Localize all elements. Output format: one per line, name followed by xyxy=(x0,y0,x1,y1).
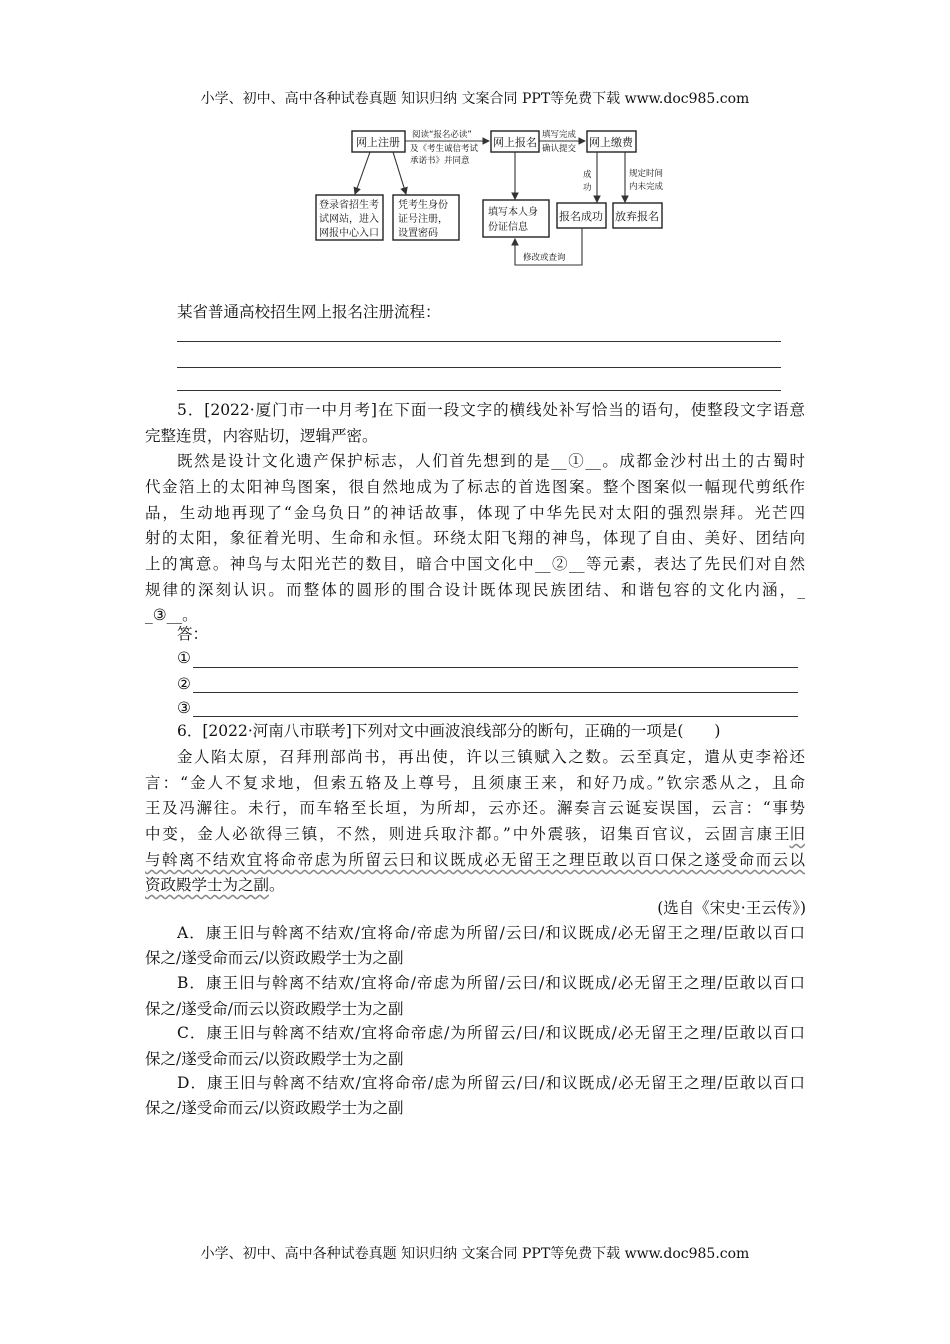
edge-label: 承诺书》并同意 xyxy=(410,156,470,166)
wavy-underlined-text: 与斡离不结欢宜将命帝虑为所留云曰和议既成必无留王之理臣敢以百口保之遂受命而云以 xyxy=(145,851,805,869)
page-header: 小学、初中、高中各种试卷真题 知识归纳 文案合同 PPT等免费下载 www.doc985.com xyxy=(200,91,750,107)
wavy-underlined-text: 旧 xyxy=(789,825,805,843)
answer-label: 答： xyxy=(177,625,209,643)
arrow xyxy=(355,152,370,194)
answer-line[interactable] xyxy=(177,390,781,391)
q6-passage-line xyxy=(145,822,805,846)
edge-label: 修改或查询 xyxy=(523,253,566,263)
edge-label: 阅读“报名必读” xyxy=(412,130,472,140)
q6-passage-line: 金人陷太原，召拜刑部尚书，再出使，许以三镇赋入之数。云至真定，遣从吏李裕还 xyxy=(177,748,805,766)
q5-passage-line: 代金箔上的太阳神鸟图案，很自然地成为了标志的首选图案。整个图案似一幅现代剪纸作 xyxy=(145,478,805,496)
option-a[interactable]: A．康王旧与斡离不结欢/宜将命/帝虑为所留/云曰/和议既成/必无留王之理/臣敢以百口 xyxy=(177,924,805,942)
option-d-cont[interactable]: 保之/遂受命而云/以资政殿学士为之副 xyxy=(145,1099,404,1117)
q6-passage-line: 言：“金人不复求地，但索五辂及上尊号，且须康王来，和好乃成。”钦宗悉从之，且命 xyxy=(145,774,805,792)
box-id-label: 证号注册， xyxy=(398,214,448,225)
q5-passage-line: 上的寓意。神鸟与太阳光芒的数目，暗合中国文化中__②__等元素，表达了先民们对自然 xyxy=(145,555,805,573)
box-pay-label: 网上缴费 xyxy=(589,136,633,149)
box-info-label: 填写本人身 xyxy=(488,207,538,218)
blank-number: ① xyxy=(177,649,191,667)
edge-label: 确认提交 xyxy=(542,144,577,154)
box-login-label: 网报中心入口 xyxy=(319,228,379,239)
blank-number: ② xyxy=(177,675,191,693)
edge-label: 及《考生诚信考试 xyxy=(410,144,479,154)
edge-label: 功 xyxy=(583,183,592,193)
q6-passage-line: 王及冯澥往。未行，而车辂至长垣，为所却，云亦还。澥奏言云诞妄误国，云言：“事势 xyxy=(145,799,805,817)
period: 。 xyxy=(269,876,285,894)
box-login-label: 登录省招生考 xyxy=(319,200,379,211)
answer-line-3[interactable] xyxy=(193,716,798,717)
wavy-underlined-text: 资政殿学士为之副 xyxy=(145,876,270,894)
q5-stem: 完整连贯，内容贴切，逻辑严密。 xyxy=(145,427,378,445)
option-b[interactable]: B．康王旧与斡离不结欢/宜将命/帝虑为所留/云曰/和议既成/必无留王之理/臣敢以百口 xyxy=(177,974,805,992)
answer-line[interactable] xyxy=(177,341,781,342)
edge-label: 内未完成 xyxy=(629,182,664,192)
q5-passage-line: _③__。 xyxy=(145,606,198,624)
q5-passage-line: 既然是设计文化遗产保护标志，人们首先想到的是__①__。成都金沙村出土的古蜀时 xyxy=(177,452,805,470)
box-apply-label: 网上报名 xyxy=(493,136,537,149)
q5-passage-line: 品，生动地再现了“金乌负日”的神话故事，体现了中华先民对太阳的强烈崇拜。光芒四 xyxy=(145,504,805,522)
answer-line[interactable] xyxy=(177,367,781,368)
option-b-cont[interactable]: 保之/遂受命/而云以资政殿学士为之副 xyxy=(145,1000,404,1018)
box-id-label: 设置密码 xyxy=(398,228,438,239)
option-d[interactable]: D．康王旧与斡离不结欢/宜将命帝/虑为所留云/曰/和议既成/必无留王之理/臣敢以百口 xyxy=(177,1074,805,1092)
q5-passage-line: 规律的深刻认识。而整体的圆形的围合设计既体现民族团结、和谐包容的文化内涵，_ xyxy=(145,581,805,599)
q6-stem: 6．[2022·河南八市联考]下列对文中画波浪线部分的断句，正确的一项是( ) xyxy=(177,722,721,740)
box-login-label: 试网站，进入 xyxy=(319,214,379,225)
q6-passage-line xyxy=(145,873,285,897)
blank-number: ③ xyxy=(177,699,191,717)
option-a-cont[interactable]: 保之/遂受命而云/以资政殿学士为之副 xyxy=(145,949,404,967)
source-citation: (选自《宋史·王云传》) xyxy=(657,899,806,917)
box-success-label: 报名成功 xyxy=(559,210,603,223)
page-footer: 小学、初中、高中各种试卷真题 知识归纳 文案合同 PPT等免费下载 www.doc985.com xyxy=(200,1246,750,1262)
q4-caption: 某省普通高校招生网上报名注册流程： xyxy=(177,303,441,321)
edge-label: 成 xyxy=(583,170,592,180)
box-id-label: 凭考生身份 xyxy=(398,200,448,211)
q5-stem: 5．[2022·厦门市一中月考]在下面一段文字的横线处补写恰当的语句，使整段文字语意 xyxy=(177,401,805,419)
box-register-label: 网上注册 xyxy=(356,136,400,149)
q5-passage-line: 射的太阳，象征着光明、生命和永恒。环绕太阳飞翔的神鸟，体现了自由、美好、团结向 xyxy=(145,529,805,547)
arrow xyxy=(393,152,406,194)
answer-line-2[interactable] xyxy=(193,692,798,693)
edge-label: 填写完成 xyxy=(542,130,577,140)
edge-label: 规定时间 xyxy=(629,169,664,179)
q6-text: 中变，金人必欲得三镇，不然，则进兵取汴都。”中外震骇，诏集百官议，云固言康王 xyxy=(145,825,790,843)
registration-flowchart xyxy=(0,0,950,280)
option-c-cont[interactable]: 保之/遂受命而云/以资政殿学士为之副 xyxy=(145,1050,404,1068)
option-c[interactable]: C．康王旧与斡离不结欢/宜将命帝虑/为所留云/曰/和议既成/必无留王之理/臣敢以百口 xyxy=(177,1024,805,1042)
answer-line-1[interactable] xyxy=(193,667,798,668)
box-abandon-label: 放弃报名 xyxy=(615,210,659,223)
box-info-label: 份证信息 xyxy=(488,222,528,233)
